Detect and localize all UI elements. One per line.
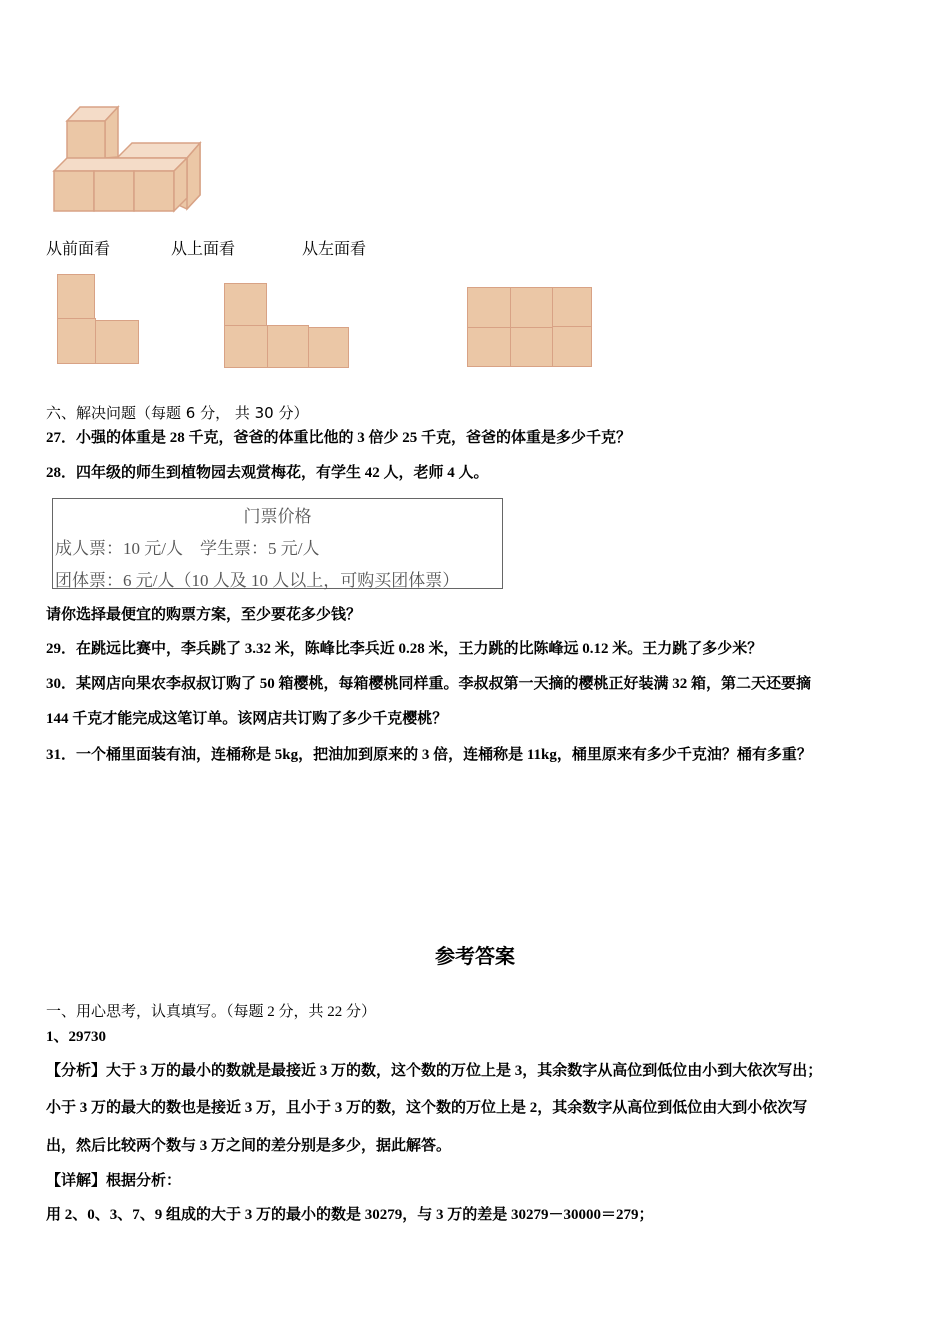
cube-stack-figure [50,103,206,215]
question-27: 27．小强的体重是 28 千克，爸爸的体重比他的 3 倍少 25 千克，爸爸的体重是多少千克？ [46,430,632,446]
answer-1: 1、29730 [46,1029,107,1045]
caption-front-view: 从前面看 [46,239,111,258]
analysis-line3: 出，然后比较两个数与 3 万之间的差分别是多少，据此解答。 [46,1138,452,1154]
answers-title: 参考答案 [435,944,515,968]
analysis-line1: 【分析】大于 3 万的最小的数就是最接近 3 万的数，这个数的万位上是 3，其余数字从高位到低位由小到大依次写出； [46,1063,823,1079]
caption-left-view: 从左面看 [302,239,367,258]
detail-heading: 【详解】根据分析： [46,1173,182,1189]
question-30-line2: 144 千克才能完成这笔订单。该网店共订购了多少千克樱桃？ [46,711,448,727]
ticket-row-1: 成人票：10 元/人 学生票：5 元/人 [55,539,320,558]
caption-top-view: 从上面看 [171,239,236,258]
question-31: 31．一个桶里面装有油，连桶称是 5kg，把油加到原来的 3 倍，连桶称是 11kg，桶里原来有多少千克油？桶有多重？ [46,747,812,763]
section-heading: 六、解决问题（每题 6 分， 共 30 分） [46,404,309,422]
analysis-line2: 小于 3 万的最大的数也是接近 3 万，且小于 3 万的数，这个数的万位上是 2，其余数字从高位到低位由大到小依次写 [46,1100,808,1116]
question-30-line1: 30．某网店向果农李叔叔订购了 50 箱樱桃，每箱樱桃同样重。李叔叔第一天摘的樱桃正好装满 32 箱，第二天还要摘 [46,676,812,692]
question-28-ask: 请你选择最便宜的购票方案，至少要花多少钱？ [46,607,362,623]
question-28: 28．四年级的师生到植物园去观赏梅花，有学生 42 人，老师 4 人。 [46,465,489,481]
ticket-price-table [52,498,503,589]
answers-section-1: 一、用心思考，认真填写。（每题 2 分，共 22 分） [46,1004,377,1020]
ticket-table-title: 门票价格 [243,507,312,526]
question-29: 29．在跳远比赛中，李兵跳了 3.32 米，陈峰比李兵近 0.28 米，王力跳的比陈峰远 0.12 米。王力跳了多少米？ [46,641,763,657]
ticket-row-2: 团体票：6 元/人（10 人及 10 人以上，可购买团体票） [55,571,460,590]
detail-line1: 用 2、0、3、7、9 组成的大于 3 万的最小的数是 30279，与 3 万的差是 30279－30000＝279； [46,1207,654,1223]
